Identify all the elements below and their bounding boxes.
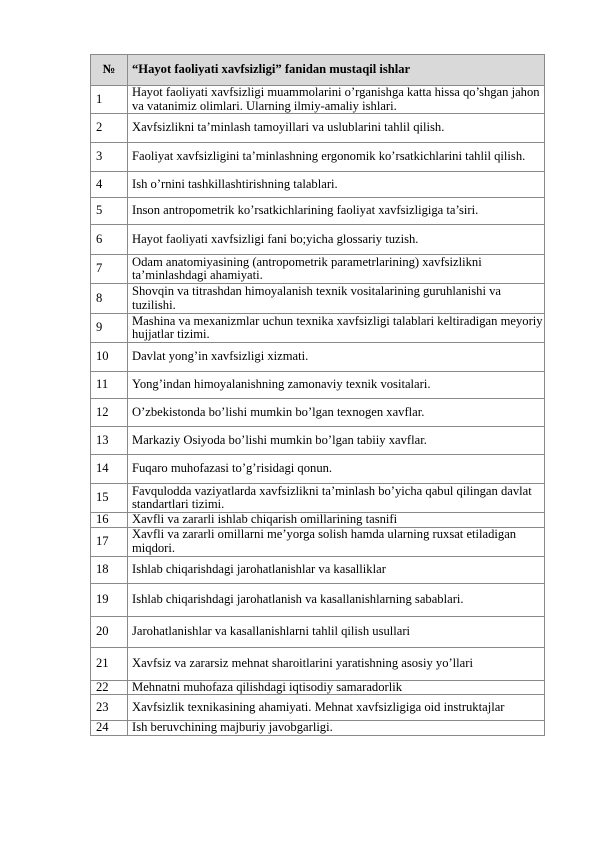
row-topic: Xavfsizlik texnikasining ahamiyati. Mehnat xavfsizligiga oid instruktajlar [128,695,545,721]
row-topic: Ishlab chiqarishdagi jarohatlanishlar va kasalliklar [128,556,545,583]
table-row [91,695,545,721]
table-row [91,143,545,172]
row-topic: Inson antropometrik ko’rsatkichlarining faoliyat xavfsizligiga ta’siri. [128,198,545,225]
row-number: 6 [91,225,128,255]
row-topic: Markaziy Osiyoda bo’lishi mumkin bo’lgan tabiiy xavflar. [128,427,545,455]
table-row [91,399,545,427]
table-row [91,513,545,528]
table-row [91,455,545,484]
row-number: 5 [91,198,128,225]
header-number: № [91,55,128,86]
row-number: 11 [91,372,128,399]
table-row [91,114,545,143]
table-row [91,314,545,343]
table-row [91,583,545,616]
row-topic: Hayot faoliyati xavfsizligi fani bo;yicha glossariy tuzish. [128,225,545,255]
row-topic: Favqulodda vaziyatlarda xavfsizlikni ta’minlash bo’yicha qabul qilingan davlat standartlari tizimi. [128,484,545,513]
row-number: 10 [91,343,128,372]
row-topic: Mashina va mexanizmlar uchun texnika xavfsizligi talablari keltiradigan meyoriy hujjatlar tizimi. [128,314,545,343]
row-topic: Xavfsiz va zararsiz mehnat sharoitlarini yaratishning asosiy yo’llari [128,647,545,680]
row-topic: Faoliyat xavfsizligini ta’minlashning ergonomik ko’rsatkichlarini tahlil qilish. [128,143,545,172]
row-topic: Xavfli va zararli omillarni me’yorga solish hamda ularning ruxsat etiladigan miqdori. [128,527,545,556]
table-row [91,372,545,399]
table-row [91,86,545,114]
row-number: 13 [91,427,128,455]
table-row [91,427,545,455]
assignments-table [90,54,545,736]
row-topic: Hayot faoliyati xavfsizligi muammolarini o’rganishga katta hissa qo’shgan jahon va vatanimiz olimlari. Ularning ilmiy-amaliy ishlari. [128,86,545,114]
row-topic: Yong’indan himoyalanishning zamonaviy texnik vositalari. [128,372,545,399]
table-row [91,647,545,680]
table-row [91,527,545,556]
row-number: 1 [91,86,128,114]
row-topic: Mehnatni muhofaza qilishdagi iqtisodiy samaradorlik [128,680,545,695]
row-topic: Ish beruvchining majburiy javobgarligi. [128,721,545,736]
row-number: 18 [91,556,128,583]
table-row [91,680,545,695]
row-number: 7 [91,255,128,284]
row-topic: Ish o’rnini tashkillashtirishning talablari. [128,172,545,198]
row-number: 15 [91,484,128,513]
header-title: “Hayot faoliyati xavfsizligi” fanidan mustaqil ishlar [128,55,545,86]
table-row [91,225,545,255]
row-number: 21 [91,647,128,680]
row-number: 8 [91,284,128,314]
table-row [91,556,545,583]
row-topic: Jarohatlanishlar va kasallanishlarni tahlil qilish usullari [128,616,545,647]
row-number: 9 [91,314,128,343]
row-number: 16 [91,513,128,528]
row-topic: Xavfsizlikni ta’minlash tamoyillari va uslublarini tahlil qilish. [128,114,545,143]
table-row [91,343,545,372]
table-header-row [91,55,545,86]
table-row [91,616,545,647]
row-number: 19 [91,583,128,616]
table-row [91,484,545,513]
row-topic: Davlat yong’in xavfsizligi xizmati. [128,343,545,372]
row-number: 17 [91,527,128,556]
table-row [91,198,545,225]
row-topic: O’zbekistonda bo’lishi mumkin bo’lgan texnogen xavflar. [128,399,545,427]
row-number: 22 [91,680,128,695]
table-row [91,284,545,314]
table-row [91,255,545,284]
row-number: 20 [91,616,128,647]
row-number: 14 [91,455,128,484]
row-number: 4 [91,172,128,198]
row-topic: Ishlab chiqarishdagi jarohatlanish va kasallanishlarning sabablari. [128,583,545,616]
table-row [91,721,545,736]
table-row [91,172,545,198]
row-topic: Fuqaro muhofazasi to’g’risidagi qonun. [128,455,545,484]
row-topic: Shovqin va titrashdan himoyalanish texnik vositalarining guruhlanishi va tuzilishi. [128,284,545,314]
row-number: 23 [91,695,128,721]
row-number: 12 [91,399,128,427]
row-topic: Odam anatomiyasining (antropometrik parametrlarining) xavfsizlikni ta’minlashdagi ahamiyati. [128,255,545,284]
row-topic: Xavfli va zararli ishlab chiqarish omillarining tasnifi [128,513,545,528]
row-number: 24 [91,721,128,736]
row-number: 3 [91,143,128,172]
row-number: 2 [91,114,128,143]
